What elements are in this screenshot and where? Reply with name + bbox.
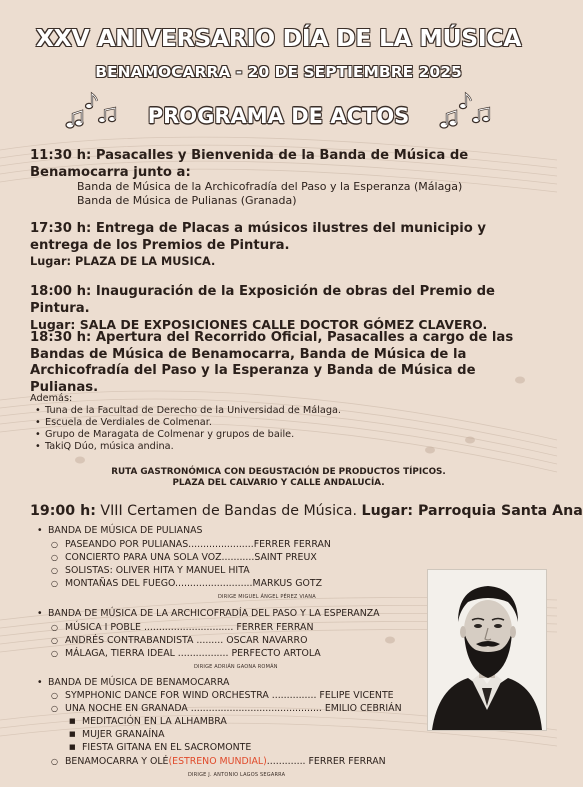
event-time: 17:30 h: <box>30 221 92 236</box>
band-movement: ■ MUJER GRANAÍNA <box>82 728 165 741</box>
band-piece: ○ BENAMOCARRA Y OLÉ(ESTRENO MUNDIAL)............. FERRER FERRAN <box>65 755 386 768</box>
event-1130 <box>30 148 545 181</box>
band-piece: ○ SYMPHONIC DANCE FOR WIND ORCHESTRA ............... FELIPE VICENTE <box>65 689 394 702</box>
band-name: • BANDA DE MÚSICA DE PULIANAS <box>48 524 202 537</box>
band-piece: ○ PASEANDO POR PULIANAS......................FERRER FERRAN <box>65 538 331 551</box>
composer-portrait <box>427 569 547 731</box>
music-notes-icon <box>436 92 498 132</box>
event-guest-band: Banda de Música de Pulianas (Granada) <box>77 194 297 207</box>
event-1800 <box>30 284 545 334</box>
band-piece: ○ CONCIERTO PARA UNA SOLA VOZ...........SAINT PREUX <box>65 551 317 564</box>
band-name: • BANDA DE MÚSICA DE LA ARCHICOFRADÍA DEL PASO Y LA ESPERANZA <box>48 607 380 620</box>
event-time: 11:30 h: <box>30 148 92 163</box>
event-guest-band: Banda de Música de la Archicofradía del Paso y la Esperanza (Málaga) <box>77 180 463 193</box>
event-place: Lugar: SALA DE EXPOSICIONES CALLE DOCTOR GÓMEZ CLAVERO. <box>30 317 488 332</box>
event-1830 <box>30 330 545 396</box>
event-text: Bandas de Música de Benamocarra, Banda de Música de la <box>30 346 467 362</box>
ademas-label: Además: <box>30 393 73 404</box>
band-director: DIRIGE J. ANTONIO LAGOS SEGARRA <box>188 772 286 778</box>
band-piece: ○ SOLISTAS: OLIVER HITA Y MANUEL HITA <box>65 564 250 577</box>
band-movement: ■ FIESTA GITANA EN EL SACROMONTE <box>82 741 251 754</box>
event-subtitle: BENAMOCARRA - 20 DE SEPTIEMBRE 2025 <box>95 63 462 81</box>
music-notes-icon <box>62 92 124 132</box>
event-text: Benamocarra junto a: <box>30 164 191 180</box>
certamen-text: VIII Certamen de Bandas de Música. <box>100 503 358 519</box>
certamen-place: Lugar: Parroquia Santa Ana <box>361 503 583 519</box>
event-text: Pasacalles y Bienvenida de la Banda de Música de <box>95 148 469 163</box>
band-piece: ○ ANDRÉS CONTRABANDISTA ......... OSCAR NAVARRO <box>65 634 307 647</box>
event-text: entrega de los Premios de Pintura. <box>30 237 290 253</box>
band-movement: ■ MEDITACIÓN EN LA ALHAMBRA <box>82 715 227 728</box>
estreno-badge: (ESTRENO MUNDIAL) <box>168 756 267 767</box>
event-text: Entrega de Placas a músicos ilustres del municipio y <box>95 221 486 236</box>
program-title: PROGRAMA DE ACTOS <box>147 104 410 128</box>
band-director: DIRIGE MIGUEL ÁNGEL PÉREZ VIANA <box>218 594 316 600</box>
event-time: 18:30 h: <box>30 330 92 345</box>
ademas-item: • Grupo de Maragata de Colmenar y grupos de baile. <box>33 429 341 441</box>
event-1730 <box>30 221 545 271</box>
band-piece: ○ UNA NOCHE EN GRANADA ............................................ EMILIO CEBRIÁN <box>65 702 402 715</box>
event-text: Archicofradía del Paso y la Esperanza y Banda de Música de Pulianas. <box>30 363 476 395</box>
ruta-line: PLAZA DEL CALVARIO Y CALLE ANDALUCÍA. <box>172 478 385 488</box>
event-text: Apertura del Recorrido Oficial, Pasacalles a cargo de las <box>95 330 514 345</box>
portrait-image <box>428 570 546 730</box>
band-piece: ○ MONTAÑAS DEL FUEGO..........................MARKUS GOTZ <box>65 577 322 590</box>
event-place: Lugar: PLAZA DE LA MUSICA. <box>30 255 216 268</box>
band-director: DIRIGE ADRIÁN GAONA ROMÁN <box>194 664 278 670</box>
band-name: • BANDA DE MÚSICA DE BENAMOCARRA <box>48 676 229 689</box>
event-title: XXV ANIVERSARIO DÍA DE LA MÚSICA <box>35 24 522 52</box>
certamen-heading <box>30 503 583 519</box>
band-piece: ○ MÚSICA I POBLE .............................. FERRER FERRAN <box>65 621 313 634</box>
event-time: 18:00 h: <box>30 284 92 299</box>
band-piece: ○ MÁLAGA, TIERRA IDEAL ................. PERFECTO ARTOLA <box>65 647 321 660</box>
ademas-item: • TakiQ Dúo, música andina. <box>33 441 341 453</box>
ruta-line: RUTA GASTRONÓMICA CON DEGUSTACIÓN DE PRODUCTOS TÍPICOS. <box>111 467 446 477</box>
ademas-item: • Tuna de la Facultad de Derecho de la Universidad de Málaga. <box>33 405 341 417</box>
event-text: Inauguración de la Exposición de obras del Premio de Pintura. <box>30 284 495 316</box>
ademas-section <box>30 393 341 453</box>
certamen-time: 19:00 h: <box>30 503 96 519</box>
ademas-item: • Escuela de Verdiales de Colmenar. <box>33 417 341 429</box>
